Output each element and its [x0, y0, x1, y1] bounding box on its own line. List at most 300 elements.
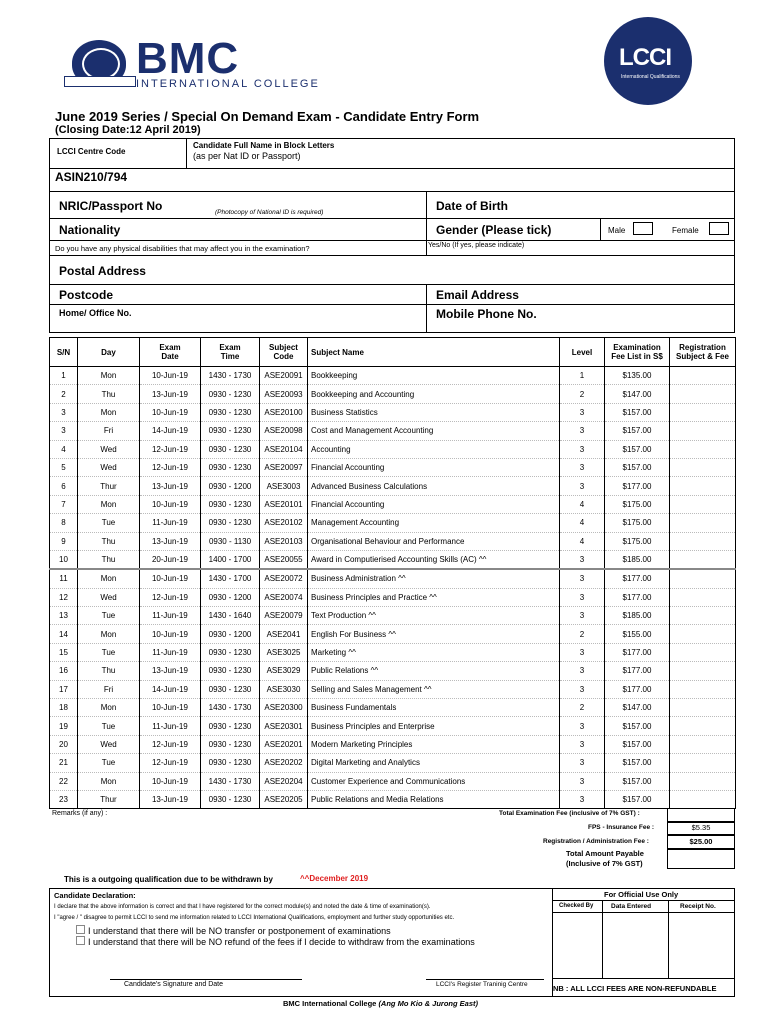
subject-code-cell: ASE20104	[260, 440, 308, 458]
mobile-label: Mobile Phone No.	[436, 307, 537, 321]
withdrawal-date: ^^December 2019	[300, 874, 369, 883]
declaration-line-1: I declare that the above information is correct and that I have registered for the correct module(s) and noted the date & time of examination(s).	[54, 904, 431, 910]
subject-code-cell: ASE20055	[260, 550, 308, 569]
subject-code-cell: ASE20301	[260, 717, 308, 735]
subject-name-cell: Public Relations ^^	[308, 662, 560, 680]
exam-date-cell: 10-Jun-19	[140, 699, 201, 717]
sn-cell: 13	[50, 607, 78, 625]
exam-date-cell: 13-Jun-19	[140, 790, 201, 808]
fee-cell: $177.00	[605, 662, 670, 680]
fee-cell: $147.00	[605, 699, 670, 717]
col-subject-code: Subject Code	[260, 338, 308, 367]
exam-time-cell: 0930 - 1200	[201, 625, 260, 643]
table-row	[50, 735, 736, 753]
declaration-line-2: I "agree / " disagree to permit LCCI to send me information related to LCCI International Qualifications, employment and further study opportunities etc.	[54, 915, 455, 921]
day-cell: Mon	[78, 772, 140, 790]
fee-cell: $175.00	[605, 532, 670, 550]
subject-name-cell: Bookkeeping	[308, 367, 560, 385]
subject-code-cell: ASE3003	[260, 477, 308, 495]
level-cell: 3	[560, 717, 605, 735]
subject-name-cell: English For Business ^^	[308, 625, 560, 643]
registration-cell[interactable]	[670, 588, 736, 606]
total-payable-label: Total Amount Payable	[566, 849, 644, 858]
exam-date-cell: 10-Jun-19	[140, 772, 201, 790]
day-cell: Thu	[78, 532, 140, 550]
photocopy-note: (Photocopy of National ID is required)	[215, 209, 324, 216]
withdrawal-notice: This is a outgoing qualification due to be withdrawn by	[64, 875, 273, 884]
full-name-input[interactable]	[193, 154, 728, 166]
day-cell: Mon	[78, 403, 140, 421]
exam-date-cell: 13-Jun-19	[140, 662, 201, 680]
exam-date-cell: 13-Jun-19	[140, 385, 201, 403]
table-row	[50, 643, 736, 661]
exam-date-cell: 14-Jun-19	[140, 680, 201, 698]
fee-cell: $155.00	[605, 625, 670, 643]
subject-code-cell: ASE2041	[260, 625, 308, 643]
registration-cell[interactable]	[670, 790, 736, 808]
sn-cell: 15	[50, 643, 78, 661]
subject-table	[49, 337, 736, 809]
fee-cell: $177.00	[605, 588, 670, 606]
registration-fee-value: $25.00	[667, 835, 735, 849]
day-cell: Thu	[78, 662, 140, 680]
table-row	[50, 477, 736, 495]
subject-name-cell: Business Administration ^^	[308, 569, 560, 588]
exam-date-cell: 20-Jun-19	[140, 550, 201, 569]
sn-cell: 18	[50, 699, 78, 717]
mobile-input[interactable]	[560, 306, 730, 322]
table-row	[50, 699, 736, 717]
day-cell: Fri	[78, 680, 140, 698]
day-cell: Tue	[78, 717, 140, 735]
postcode-label: Postcode	[59, 288, 114, 302]
fee-cell: $157.00	[605, 440, 670, 458]
exam-time-cell: 1430 - 1730	[201, 367, 260, 385]
exam-time-cell: 0930 - 1200	[201, 588, 260, 606]
table-row	[50, 367, 736, 385]
subject-code-cell: ASE20204	[260, 772, 308, 790]
registration-cell[interactable]	[670, 422, 736, 440]
fee-cell: $177.00	[605, 680, 670, 698]
exam-time-cell: 0930 - 1230	[201, 458, 260, 476]
subject-code-cell: ASE20202	[260, 754, 308, 772]
registration-cell[interactable]	[670, 550, 736, 569]
check-no-refund-box[interactable]	[76, 936, 85, 945]
full-name-label: Candidate Full Name in Block Letters	[193, 141, 335, 150]
exam-time-cell: 0930 - 1230	[201, 514, 260, 532]
level-cell: 3	[560, 662, 605, 680]
level-cell: 3	[560, 680, 605, 698]
lcci-logo-text: LCCI	[619, 44, 671, 71]
registration-cell[interactable]	[670, 662, 736, 680]
col-level: Level	[560, 338, 605, 367]
day-cell: Mon	[78, 625, 140, 643]
sn-cell: 6	[50, 477, 78, 495]
registration-cell[interactable]	[670, 607, 736, 625]
registration-cell[interactable]	[670, 367, 736, 385]
level-cell: 3	[560, 569, 605, 588]
postcode-input[interactable]	[186, 287, 422, 303]
fps-value: $5.35	[667, 821, 735, 835]
exam-time-cell: 0930 - 1230	[201, 495, 260, 513]
exam-time-cell: 0930 - 1230	[201, 403, 260, 421]
fee-cell: $157.00	[605, 403, 670, 421]
centre-code-value: ASIN210/794	[55, 170, 128, 184]
day-cell: Wed	[78, 588, 140, 606]
subject-name-cell: Marketing ^^	[308, 643, 560, 661]
exam-time-cell: 1430 - 1730	[201, 699, 260, 717]
day-cell: Wed	[78, 458, 140, 476]
email-input[interactable]	[550, 287, 730, 303]
col-registration: Registration Subject & Fee	[670, 338, 736, 367]
subject-name-cell: Digital Marketing and Analytics	[308, 754, 560, 772]
fee-cell: $175.00	[605, 514, 670, 532]
level-cell: 3	[560, 422, 605, 440]
col-sn: S/N	[50, 338, 78, 367]
registration-cell[interactable]	[670, 569, 736, 588]
exam-time-cell: 0930 - 1230	[201, 440, 260, 458]
sn-cell: 9	[50, 532, 78, 550]
sn-cell: 21	[50, 754, 78, 772]
level-cell: 2	[560, 699, 605, 717]
table-row	[50, 495, 736, 513]
exam-time-cell: 1430 - 1640	[201, 607, 260, 625]
level-cell: 4	[560, 532, 605, 550]
fee-cell: $177.00	[605, 643, 670, 661]
col-exam-time: Exam Time	[201, 338, 260, 367]
table-row	[50, 754, 736, 772]
exam-time-cell: 1430 - 1700	[201, 569, 260, 588]
subject-code-cell: ASE3030	[260, 680, 308, 698]
home-office-label: Home/ Office No.	[59, 308, 132, 318]
total-payable-sub: (Inclusive of 7% GST)	[566, 859, 643, 868]
exam-date-cell: 10-Jun-19	[140, 569, 201, 588]
female-checkbox[interactable]	[709, 222, 729, 235]
table-row	[50, 440, 736, 458]
day-cell: Mon	[78, 699, 140, 717]
exam-date-cell: 12-Jun-19	[140, 754, 201, 772]
training-centre-label: LCCI's Register Traninig Centre	[436, 981, 528, 988]
day-cell: Fri	[78, 422, 140, 440]
level-cell: 3	[560, 643, 605, 661]
registration-cell[interactable]	[670, 495, 736, 513]
col-subject-name: Subject Name	[308, 338, 560, 367]
subject-code-cell: ASE20098	[260, 422, 308, 440]
day-cell: Thur	[78, 477, 140, 495]
fee-cell: $157.00	[605, 735, 670, 753]
male-checkbox[interactable]	[633, 222, 653, 235]
table-row	[50, 422, 736, 440]
checked-by-label: Checked By	[559, 903, 594, 909]
subject-name-cell: Award in Computierised Accounting Skills (AC) ^^	[308, 550, 560, 569]
disability-answer[interactable]: Yes/No (If yes, please indicate)	[428, 242, 525, 249]
col-exam-date: Exam Date	[140, 338, 201, 367]
footer-college: BMC International College (Ang Mo Kio & Jurong East)	[283, 999, 479, 1008]
registration-cell[interactable]	[670, 643, 736, 661]
fee-cell: $157.00	[605, 790, 670, 808]
registration-cell[interactable]	[670, 772, 736, 790]
sn-cell: 10	[50, 550, 78, 569]
exam-time-cell: 0930 - 1230	[201, 790, 260, 808]
subject-name-cell: Customer Experience and Communications	[308, 772, 560, 790]
table-row	[50, 514, 736, 532]
subject-code-cell: ASE3029	[260, 662, 308, 680]
nationality-label: Nationality	[59, 223, 121, 237]
table-row	[50, 458, 736, 476]
table-row	[50, 680, 736, 698]
subject-name-cell: Business Fundamentals	[308, 699, 560, 717]
registration-cell[interactable]	[670, 717, 736, 735]
registration-cell[interactable]	[670, 625, 736, 643]
level-cell: 2	[560, 625, 605, 643]
subject-name-cell: Public Relations and Media Relations	[308, 790, 560, 808]
col-fee: Examination Fee List in S$	[605, 338, 670, 367]
remarks-input[interactable]	[120, 810, 320, 822]
home-office-input[interactable]	[186, 306, 422, 322]
subject-code-cell: ASE20201	[260, 735, 308, 753]
male-label: Male	[608, 226, 626, 235]
level-cell: 3	[560, 772, 605, 790]
exam-time-cell: 0930 - 1230	[201, 680, 260, 698]
subject-name-cell: Modern Marketing Principles	[308, 735, 560, 753]
exam-date-cell: 12-Jun-19	[140, 440, 201, 458]
sn-cell: 8	[50, 514, 78, 532]
exam-date-cell: 11-Jun-19	[140, 514, 201, 532]
subject-code-cell: ASE20091	[260, 367, 308, 385]
table-row	[50, 607, 736, 625]
dob-input[interactable]	[530, 195, 730, 215]
exam-date-cell: 12-Jun-19	[140, 458, 201, 476]
sn-cell: 3	[50, 403, 78, 421]
fps-label: FPS - Insurance Fee :	[588, 824, 655, 831]
centre-code-label: LCCI Centre Code	[57, 147, 126, 156]
email-label: Email Address	[436, 288, 519, 302]
subject-code-cell: ASE20079	[260, 607, 308, 625]
fee-cell: $185.00	[605, 550, 670, 569]
subject-name-cell: Advanced Business Calculations	[308, 477, 560, 495]
day-cell: Thu	[78, 550, 140, 569]
fee-cell: $177.00	[605, 477, 670, 495]
sn-cell: 11	[50, 569, 78, 588]
exam-time-cell: 0930 - 1230	[201, 422, 260, 440]
fee-cell: $157.00	[605, 754, 670, 772]
level-cell: 3	[560, 790, 605, 808]
day-cell: Thur	[78, 790, 140, 808]
subject-name-cell: Accounting	[308, 440, 560, 458]
level-cell: 3	[560, 607, 605, 625]
registration-cell[interactable]	[670, 735, 736, 753]
fee-cell: $147.00	[605, 385, 670, 403]
disability-question: Do you have any physical disabilities that may affect you in the examination?	[55, 244, 310, 253]
sn-cell: 17	[50, 680, 78, 698]
day-cell: Tue	[78, 754, 140, 772]
level-cell: 4	[560, 495, 605, 513]
nb-non-refundable: NB : ALL LCCI FEES ARE NON-REFUNDABLE	[553, 984, 717, 993]
fee-cell: $157.00	[605, 772, 670, 790]
level-cell: 3	[560, 550, 605, 569]
exam-date-cell: 12-Jun-19	[140, 735, 201, 753]
registration-cell[interactable]	[670, 514, 736, 532]
exam-time-cell: 0930 - 1230	[201, 754, 260, 772]
subject-code-cell: ASE20101	[260, 495, 308, 513]
official-use-title: For Official Use Only	[604, 890, 679, 899]
sn-cell: 3	[50, 422, 78, 440]
bmc-logo-text: BMC	[136, 34, 240, 83]
exam-date-cell: 10-Jun-19	[140, 367, 201, 385]
sn-cell: 23	[50, 790, 78, 808]
exam-time-cell: 0930 - 1230	[201, 662, 260, 680]
exam-date-cell: 11-Jun-19	[140, 607, 201, 625]
level-cell: 2	[560, 385, 605, 403]
bmc-logo-subtitle: INTERNATIONAL COLLEGE	[136, 78, 320, 90]
exam-time-cell: 0930 - 1230	[201, 735, 260, 753]
check-no-transfer-box[interactable]	[76, 925, 85, 934]
fee-cell: $175.00	[605, 495, 670, 513]
receipt-no-label: Receipt No.	[680, 903, 716, 910]
sn-cell: 7	[50, 495, 78, 513]
subject-code-cell: ASE20102	[260, 514, 308, 532]
lcci-logo-subtitle: International Qualifications	[621, 74, 680, 80]
registration-cell[interactable]	[670, 680, 736, 698]
day-cell: Mon	[78, 569, 140, 588]
fee-cell: $135.00	[605, 367, 670, 385]
exam-date-cell: 10-Jun-19	[140, 495, 201, 513]
subject-code-cell: ASE20097	[260, 458, 308, 476]
total-exam-fee-label: Total Examination Fee (inclusive of 7% GST) :	[499, 810, 640, 817]
postal-address-label: Postal Address	[59, 264, 146, 278]
registration-fee-label: Registration / Administration Fee :	[543, 838, 649, 845]
table-row	[50, 550, 736, 569]
dob-label: Date of Birth	[436, 199, 508, 213]
subject-code-cell: ASE3025	[260, 643, 308, 661]
nationality-input[interactable]	[186, 221, 422, 239]
subject-code-cell: ASE20300	[260, 699, 308, 717]
bmc-ribbon	[64, 76, 136, 87]
nric-label: NRIC/Passport No	[59, 199, 163, 213]
subject-code-cell: ASE20072	[260, 569, 308, 588]
day-cell: Wed	[78, 735, 140, 753]
sn-cell: 16	[50, 662, 78, 680]
fee-cell: $185.00	[605, 607, 670, 625]
sn-cell: 14	[50, 625, 78, 643]
sn-cell: 2	[50, 385, 78, 403]
day-cell: Mon	[78, 367, 140, 385]
subject-name-cell: Management Accounting	[308, 514, 560, 532]
declaration-title: Candidate Declaration:	[54, 891, 136, 900]
full-name-sub: (as per Nat ID or Passport)	[193, 151, 301, 161]
day-cell: Tue	[78, 607, 140, 625]
check-no-refund[interactable]: I understand that there will be NO refund of the fees if I decide to withdraw from the examinations	[76, 936, 475, 947]
exam-time-cell: 0930 - 1230	[201, 643, 260, 661]
gender-label: Gender (Please tick)	[436, 223, 552, 237]
remarks-label: Remarks (if any) :	[52, 810, 108, 817]
registration-cell[interactable]	[670, 699, 736, 717]
table-row	[50, 662, 736, 680]
level-cell: 4	[560, 514, 605, 532]
level-cell: 3	[560, 403, 605, 421]
subject-name-cell: Business Principles and Practice ^^	[308, 588, 560, 606]
exam-date-cell: 13-Jun-19	[140, 532, 201, 550]
data-entered-label: Data Entered	[611, 903, 652, 910]
subject-name-cell: Selling and Sales Management ^^	[308, 680, 560, 698]
registration-cell[interactable]	[670, 532, 736, 550]
level-cell: 1	[560, 367, 605, 385]
subject-name-cell: Business Principles and Enterprise	[308, 717, 560, 735]
table-row	[50, 772, 736, 790]
day-cell: Wed	[78, 440, 140, 458]
subject-code-cell: ASE20074	[260, 588, 308, 606]
registration-cell[interactable]	[670, 440, 736, 458]
female-label: Female	[672, 226, 699, 235]
total-payable-value[interactable]	[667, 849, 735, 869]
exam-time-cell: 0930 - 1230	[201, 385, 260, 403]
registration-cell[interactable]	[670, 403, 736, 421]
sn-cell: 19	[50, 717, 78, 735]
postal-address-input[interactable]	[186, 260, 731, 280]
table-row	[50, 790, 736, 808]
registration-cell[interactable]	[670, 477, 736, 495]
sn-cell: 1	[50, 367, 78, 385]
table-row	[50, 569, 736, 588]
subject-name-cell: Bookkeeping and Accounting	[308, 385, 560, 403]
fee-cell: $157.00	[605, 422, 670, 440]
closing-date: (Closing Date:12 April 2019)	[55, 124, 201, 136]
exam-date-cell: 13-Jun-19	[140, 477, 201, 495]
subject-code-cell: ASE20100	[260, 403, 308, 421]
registration-cell[interactable]	[670, 458, 736, 476]
check-no-transfer[interactable]: I understand that there will be NO transfer or postponement of examinations	[76, 925, 391, 936]
exam-date-cell: 12-Jun-19	[140, 588, 201, 606]
sn-cell: 4	[50, 440, 78, 458]
fee-cell: $157.00	[605, 717, 670, 735]
sn-cell: 20	[50, 735, 78, 753]
level-cell: 3	[560, 440, 605, 458]
signature-label: Candidate's Signature and Date	[124, 981, 224, 988]
day-cell: Tue	[78, 514, 140, 532]
day-cell: Mon	[78, 495, 140, 513]
exam-time-cell: 0930 - 1230	[201, 717, 260, 735]
exam-date-cell: 11-Jun-19	[140, 643, 201, 661]
level-cell: 3	[560, 588, 605, 606]
sn-cell: 5	[50, 458, 78, 476]
day-cell: Thu	[78, 385, 140, 403]
level-cell: 3	[560, 735, 605, 753]
subject-code-cell: ASE20205	[260, 790, 308, 808]
exam-time-cell: 0930 - 1200	[201, 477, 260, 495]
sn-cell: 12	[50, 588, 78, 606]
subject-name-cell: Financial Accounting	[308, 458, 560, 476]
level-cell: 3	[560, 477, 605, 495]
level-cell: 3	[560, 754, 605, 772]
nric-input[interactable]	[186, 195, 422, 209]
exam-time-cell: 1400 - 1700	[201, 550, 260, 569]
subject-code-cell: ASE20093	[260, 385, 308, 403]
subject-name-cell: Business Statistics	[308, 403, 560, 421]
registration-cell[interactable]	[670, 385, 736, 403]
form-title: June 2019 Series / Special On Demand Exam - Candidate Entry Form	[55, 109, 480, 124]
fee-cell: $157.00	[605, 458, 670, 476]
sn-cell: 22	[50, 772, 78, 790]
subject-name-cell: Financial Accounting	[308, 495, 560, 513]
subject-name-cell: Cost and Management Accounting	[308, 422, 560, 440]
table-row	[50, 588, 736, 606]
exam-date-cell: 11-Jun-19	[140, 717, 201, 735]
table-header	[50, 338, 736, 367]
registration-cell[interactable]	[670, 754, 736, 772]
col-day: Day	[78, 338, 140, 367]
exam-date-cell: 10-Jun-19	[140, 625, 201, 643]
table-row	[50, 532, 736, 550]
